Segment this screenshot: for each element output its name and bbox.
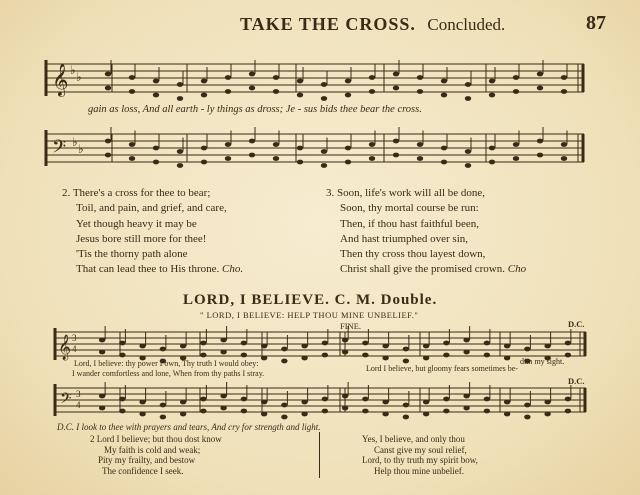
note-head xyxy=(261,400,267,405)
note-head xyxy=(273,75,279,80)
note-head xyxy=(561,156,567,161)
note-head xyxy=(513,156,519,161)
verse-2-line-3: Yet though heavy it may be xyxy=(76,217,197,230)
note-head xyxy=(465,82,471,87)
note-head xyxy=(241,341,247,346)
hymn-2-lyric-4: dim my sight. xyxy=(520,357,565,366)
note-head xyxy=(423,400,429,405)
note-head xyxy=(220,350,226,355)
note-head xyxy=(403,347,409,352)
note-head xyxy=(484,397,490,402)
note-head xyxy=(273,142,279,147)
hymn-2-verse-2b-line-4: Help thou mine unbelief. xyxy=(374,465,464,476)
verse-2-line-1: There's a cross for thee to bear; xyxy=(72,187,211,199)
note-head xyxy=(249,153,255,158)
note-head xyxy=(537,153,543,158)
note-head xyxy=(220,338,226,343)
note-head xyxy=(321,96,327,101)
svg-text:3: 3 xyxy=(72,333,77,343)
note-head xyxy=(180,412,186,417)
note-head xyxy=(249,86,255,91)
note-head xyxy=(160,347,166,352)
fine-mark: FINE. xyxy=(340,321,362,331)
note-head xyxy=(463,338,469,343)
bass-staff-upper xyxy=(0,126,640,174)
note-head xyxy=(443,341,449,346)
svg-text:4: 4 xyxy=(76,400,81,410)
note-head xyxy=(177,163,183,168)
note-head xyxy=(201,160,207,165)
note-head xyxy=(463,350,469,355)
note-head xyxy=(504,344,510,349)
verse-3-line-5: Then thy cross thou layest down, xyxy=(340,248,486,261)
note-head xyxy=(565,409,571,414)
note-head xyxy=(321,82,327,87)
note-head xyxy=(153,146,159,151)
note-head xyxy=(382,344,388,349)
note-head xyxy=(201,93,207,98)
note-head xyxy=(301,344,307,349)
hymn-title: TAKE THE CROSS. xyxy=(240,14,416,34)
note-head xyxy=(524,415,530,420)
hymn-2-verse-2-line-2: My faith is cold and weak; xyxy=(104,444,201,455)
note-head xyxy=(139,344,145,349)
verse-2 xyxy=(62,186,243,278)
note-head xyxy=(489,79,495,84)
note-head xyxy=(369,156,375,161)
hymn-2-lyric-3: Lord I believe, but gloomy fears sometimes be- xyxy=(366,364,518,373)
note-head xyxy=(423,344,429,349)
note-head xyxy=(403,359,409,364)
note-head xyxy=(362,341,368,346)
note-head xyxy=(241,353,247,358)
note-head xyxy=(153,79,159,84)
note-head xyxy=(180,400,186,405)
treble-staff-upper xyxy=(0,56,640,104)
note-head xyxy=(322,341,328,346)
note-head xyxy=(504,412,510,417)
hymn-2-verse-2-line-4: The confidence I seek. xyxy=(102,465,184,476)
note-head xyxy=(537,72,543,77)
note-head xyxy=(105,153,111,158)
note-head xyxy=(403,403,409,408)
hymn-2-title: LORD, I BELIEVE. C. M. Double. xyxy=(183,292,438,308)
note-head xyxy=(273,156,279,161)
note-head xyxy=(342,350,348,355)
note-head xyxy=(561,75,567,80)
upper-lyric-line: gain as loss, And all earth - ly things as dross; Je - sus bids thee bear the cross. xyxy=(88,104,422,115)
svg-text:♭: ♭ xyxy=(78,142,84,156)
note-head xyxy=(443,353,449,358)
hymn-2-verse-2-line-1: 2 Lord I believe; but thou dost know xyxy=(90,434,222,444)
note-head xyxy=(463,406,469,411)
note-head xyxy=(544,412,550,417)
note-head xyxy=(261,344,267,349)
note-head xyxy=(544,344,550,349)
note-head xyxy=(489,146,495,151)
note-head xyxy=(105,139,111,144)
hymn-2-verse-2b xyxy=(362,434,478,476)
note-head xyxy=(544,400,550,405)
note-head xyxy=(281,347,287,352)
note-head xyxy=(200,341,206,346)
note-head xyxy=(417,156,423,161)
note-head xyxy=(241,409,247,414)
note-head xyxy=(129,75,135,80)
note-head xyxy=(129,89,135,94)
svg-text:4: 4 xyxy=(72,344,77,354)
note-head xyxy=(281,403,287,408)
verse-3-number: 3. xyxy=(326,187,335,199)
svg-text:♭: ♭ xyxy=(72,135,78,149)
note-head xyxy=(301,400,307,405)
note-head xyxy=(524,347,530,352)
note-head xyxy=(220,394,226,399)
note-head xyxy=(362,353,368,358)
note-head xyxy=(119,409,125,414)
note-head xyxy=(484,353,490,358)
note-head xyxy=(345,93,351,98)
hymn-2-lyric-1: Lord, I believe: thy power I own, Thy truth I would obey: xyxy=(74,359,259,368)
note-head xyxy=(99,406,105,411)
note-head xyxy=(362,397,368,402)
note-head xyxy=(225,142,231,147)
note-head xyxy=(322,397,328,402)
note-head xyxy=(565,353,571,358)
note-head xyxy=(393,86,399,91)
note-head xyxy=(441,79,447,84)
svg-text:♭: ♭ xyxy=(70,63,76,77)
note-head xyxy=(249,72,255,77)
note-head xyxy=(200,409,206,414)
note-head xyxy=(139,412,145,417)
note-head xyxy=(441,93,447,98)
note-head xyxy=(321,149,327,154)
note-head xyxy=(465,163,471,168)
note-head xyxy=(362,409,368,414)
note-head xyxy=(537,86,543,91)
note-head xyxy=(297,160,303,165)
note-head xyxy=(565,341,571,346)
bass-staff-lower xyxy=(0,382,640,422)
hymn-2-verse-2-line-3: Pity my frailty, and bestow xyxy=(98,455,196,466)
svg-text:𝄢: 𝄢 xyxy=(60,390,72,410)
note-head xyxy=(177,82,183,87)
verse-3 xyxy=(326,186,526,278)
note-head xyxy=(524,403,530,408)
note-head xyxy=(393,139,399,144)
note-head xyxy=(342,338,348,343)
note-head xyxy=(369,89,375,94)
verse-3-line-2: Soon, thy mortal course be run: xyxy=(340,202,479,215)
note-head xyxy=(220,406,226,411)
note-head xyxy=(342,406,348,411)
note-head xyxy=(484,409,490,414)
note-head xyxy=(465,96,471,101)
dc-mark-top: D.C. xyxy=(568,319,585,329)
note-head xyxy=(484,341,490,346)
note-head xyxy=(423,412,429,417)
hymn-2-verse-2b-line-1: Yes, I believe, and only thou xyxy=(362,434,465,444)
dc-mark-bottom: D.C. xyxy=(568,376,585,386)
note-head xyxy=(99,350,105,355)
note-head xyxy=(382,412,388,417)
note-head xyxy=(281,415,287,420)
note-head xyxy=(119,353,125,358)
note-head xyxy=(513,75,519,80)
note-head xyxy=(225,89,231,94)
note-head xyxy=(99,338,105,343)
verse-2-line-4: Jesus bore still more for thee! xyxy=(76,232,207,245)
note-head xyxy=(105,72,111,77)
note-head xyxy=(342,394,348,399)
note-head xyxy=(160,403,166,408)
verse-3-line-1: Soon, life's work will all be done, xyxy=(337,187,486,199)
note-head xyxy=(489,93,495,98)
note-head xyxy=(417,142,423,147)
note-head xyxy=(322,353,328,358)
note-head xyxy=(441,146,447,151)
note-head xyxy=(241,397,247,402)
note-head xyxy=(225,75,231,80)
verse-2-chorus-mark: Cho. xyxy=(222,263,244,276)
note-head xyxy=(261,412,267,417)
note-head xyxy=(177,149,183,154)
note-head xyxy=(99,394,105,399)
note-head xyxy=(393,153,399,158)
note-head xyxy=(463,394,469,399)
note-head xyxy=(417,75,423,80)
hymn-2-verse-2b-line-3: Lord, to thy truth my spirit bow, xyxy=(362,455,478,466)
note-head xyxy=(201,79,207,84)
svg-text:♭: ♭ xyxy=(76,70,82,84)
note-head xyxy=(561,89,567,94)
note-head xyxy=(465,149,471,154)
page-header xyxy=(240,14,505,35)
note-head xyxy=(200,397,206,402)
verse-3-line-6: Christ shall give the promised crown. xyxy=(340,263,505,276)
dc-instruction-line: D.C. I look to thee with prayers and tears, And cry for strength and light. xyxy=(57,422,321,432)
note-head xyxy=(119,341,125,346)
note-head xyxy=(153,93,159,98)
verse-3-line-3: Then, if thou hast faithful been, xyxy=(340,217,479,230)
note-head xyxy=(504,356,510,361)
verse-2-line-2: Toil, and pain, and grief, and care, xyxy=(76,202,227,215)
note-head xyxy=(441,160,447,165)
note-head xyxy=(153,160,159,165)
note-head xyxy=(297,79,303,84)
svg-text:𝄞: 𝄞 xyxy=(52,65,69,96)
hymn-2-verse-2 xyxy=(90,434,222,476)
note-head xyxy=(261,356,267,361)
hymn-2-subtitle: " LORD, I BELIEVE: HELP THOU MINE UNBELIEF." xyxy=(200,310,419,320)
note-head xyxy=(301,356,307,361)
verse-2-line-6: That can lead thee to His throne. xyxy=(76,263,220,276)
note-head xyxy=(345,160,351,165)
note-head xyxy=(345,79,351,84)
note-head xyxy=(369,75,375,80)
verse-3-line-4: And hast triumphed over sin, xyxy=(340,232,469,245)
note-head xyxy=(382,356,388,361)
note-head xyxy=(281,359,287,364)
note-head xyxy=(297,146,303,151)
note-head xyxy=(301,412,307,417)
note-head xyxy=(105,86,111,91)
note-head xyxy=(417,89,423,94)
note-head xyxy=(249,139,255,144)
note-head xyxy=(200,353,206,358)
note-head xyxy=(201,146,207,151)
hymn-subtitle: Concluded. xyxy=(427,15,506,34)
page-number: 87 xyxy=(586,12,606,34)
note-head xyxy=(423,356,429,361)
note-head xyxy=(513,89,519,94)
note-head xyxy=(537,139,543,144)
verse-2-line-5: 'Tis the thorny path alone xyxy=(76,248,188,261)
hymn-2-lyric-2: I wander comfortless and lone, When from thy paths I stray. xyxy=(72,369,265,378)
note-head xyxy=(345,146,351,151)
note-head xyxy=(443,397,449,402)
note-head xyxy=(393,72,399,77)
note-head xyxy=(225,156,231,161)
note-head xyxy=(160,415,166,420)
note-head xyxy=(273,89,279,94)
note-head xyxy=(369,142,375,147)
note-head xyxy=(504,400,510,405)
note-head xyxy=(489,160,495,165)
note-head xyxy=(139,400,145,405)
note-head xyxy=(119,397,125,402)
svg-text:3: 3 xyxy=(76,389,81,399)
hymn-2-verse-2b-line-2: Canst give my soul relief, xyxy=(374,444,467,455)
note-head xyxy=(297,93,303,98)
note-head xyxy=(129,156,135,161)
note-head xyxy=(513,142,519,147)
note-head xyxy=(561,142,567,147)
note-head xyxy=(322,409,328,414)
verse-2-number: 2. xyxy=(62,187,71,199)
note-head xyxy=(382,400,388,405)
note-head xyxy=(443,409,449,414)
svg-text:𝄞: 𝄞 xyxy=(58,334,72,359)
svg-text:𝄢: 𝄢 xyxy=(52,136,67,161)
note-head xyxy=(565,397,571,402)
note-head xyxy=(180,344,186,349)
column-divider xyxy=(319,432,320,478)
verse-3-chorus-mark: Cho xyxy=(507,263,527,276)
note-head xyxy=(177,96,183,101)
note-head xyxy=(403,415,409,420)
note-head xyxy=(321,163,327,168)
note-head xyxy=(129,142,135,147)
